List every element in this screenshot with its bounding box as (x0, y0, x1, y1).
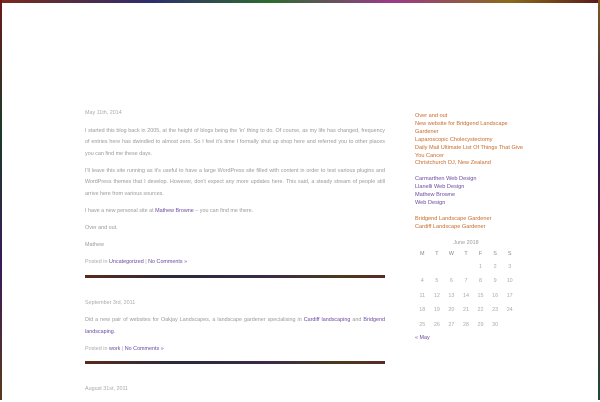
calendar-day (415, 261, 430, 276)
blogroll-link[interactable]: Web Design (415, 200, 446, 207)
list-item (415, 137, 525, 145)
recent-posts-list (415, 113, 525, 168)
calendar-week (415, 304, 517, 319)
post-text: – you can find me there. (193, 208, 254, 215)
top-gradient-bar (0, 0, 600, 3)
calendar-day: 23 (492, 307, 499, 314)
list-item (415, 184, 525, 192)
list-item (415, 113, 525, 121)
calendar-day: 13 (448, 292, 455, 299)
list-item (415, 224, 525, 232)
recent-post-link[interactable]: Laparoscopic Cholecystectomy (415, 136, 493, 143)
calendar-day: 10 (506, 278, 513, 285)
post-date: May 11th, 2014 (85, 110, 122, 116)
main-content (85, 108, 385, 402)
recent-post-link[interactable]: Over and out (415, 113, 448, 119)
calendar-week (415, 319, 517, 334)
recent-post-link[interactable]: Daily Mail Ultimate List Of Things That Give You Cancer (415, 144, 523, 159)
post-date: September 3rd, 2011 (85, 299, 136, 306)
calendar-day: 17 (506, 292, 513, 299)
meta-separator: | (120, 345, 125, 352)
calendar-day-header: T (464, 251, 468, 258)
category-link[interactable]: Uncategorized (108, 259, 144, 266)
calendar-day: 28 (462, 321, 469, 328)
calendar-day: 20 (448, 307, 455, 314)
post-paragraph: I'll leave this site running as it's useful to have a large WordPress site filled with content in order to test various plugins and WordPress themes that I develop. However, don't expect any more updates here. This said, a steady stream of people still arrive here from various sources. (85, 167, 385, 198)
calendar-day: 3 (508, 263, 512, 270)
bridgend-landscaping-link[interactable]: Bridgend landscaping (85, 317, 385, 335)
calendar-day (502, 319, 517, 334)
calendar-day: 24 (506, 307, 513, 314)
comments-link[interactable]: No Comments » (124, 345, 164, 352)
calendar-prev-month-link[interactable]: « May (415, 335, 430, 342)
posted-in-label: Posted in (85, 259, 109, 266)
list-item (415, 200, 525, 208)
calendar-day: 7 (464, 278, 468, 285)
calendar-day-header: F (478, 251, 483, 258)
calendar-day: 11 (419, 292, 426, 299)
list-item (415, 216, 525, 224)
list-item (415, 192, 525, 200)
post-text: I have a new personal site at (85, 208, 156, 215)
calendar-day: 5 (435, 278, 439, 285)
category-link[interactable]: work (108, 345, 121, 352)
post-text: . (113, 328, 116, 335)
list-item (415, 176, 525, 184)
post-paragraph: I started this blog back in 2005, at the height of blogs being the 'in' thing to do. Of course, as my life has changed, frequency of entries here has dwindled to almost zero. So I feel it's time I formally shut up shop here and referred you to other places you can find me these days. (85, 127, 385, 157)
partner-links-list (415, 216, 525, 232)
calendar-day: 1 (479, 263, 483, 270)
list-item (415, 160, 525, 168)
calendar-day (444, 261, 459, 276)
post-over-and-out (85, 108, 385, 278)
sidebar (415, 113, 525, 343)
post-date: August 31st, 2011 (85, 385, 129, 392)
post-paragraph (85, 206, 385, 218)
calendar-day: 9 (493, 278, 497, 285)
post-signoff: Over and out. (85, 225, 118, 232)
calendar-day: 18 (419, 307, 426, 314)
blogroll-link[interactable]: Mathew Browne (415, 192, 456, 199)
calendar-day: 29 (477, 321, 484, 328)
post-divider (85, 361, 385, 364)
list-item (415, 121, 525, 137)
calendar-day-header: M (420, 251, 425, 258)
calendar (415, 240, 517, 333)
partner-link[interactable]: Cardiff Landscape Gardener (415, 223, 486, 230)
partner-link[interactable]: Bridgend Landscape Gardener (415, 215, 492, 222)
calendar-day: 26 (433, 321, 440, 328)
calendar-day: 15 (477, 292, 484, 299)
links-list (415, 176, 525, 208)
list-item (415, 145, 525, 161)
calendar-day-header: W (448, 251, 454, 258)
recent-post-link[interactable]: Christchurch DJ, New Zealand (415, 160, 491, 167)
calendar-header-row (415, 250, 517, 261)
post-text: and (350, 317, 364, 324)
post-author: Mathew (85, 242, 104, 249)
post-text: Did a new pair of websites for Oakjay Landscapes, a landscape gardener specialising in (85, 317, 304, 324)
left-edge-stripe (0, 0, 2, 400)
comments-link[interactable]: No Comments » (148, 259, 188, 266)
calendar-day: 2 (493, 263, 497, 270)
mathew-browne-link[interactable]: Mathew Browne (155, 208, 194, 215)
blogroll-link[interactable]: Carmarthen Web Design (415, 176, 477, 183)
recent-post-link[interactable]: New website for Bridgend Landscape Gardener (415, 120, 508, 135)
calendar-day: 19 (433, 307, 440, 314)
posted-in-label: Posted in (85, 345, 109, 352)
calendar-day: 14 (462, 292, 469, 299)
calendar-day: 22 (477, 307, 484, 314)
calendar-day-header: T (435, 251, 439, 258)
calendar-day: 4 (420, 278, 424, 285)
meta-separator: | (143, 259, 149, 266)
post-third (85, 384, 385, 396)
post-meta (85, 257, 385, 269)
calendar-day: 16 (492, 292, 499, 299)
post-paragraph (85, 315, 385, 338)
calendar-day: 8 (479, 278, 483, 285)
calendar-caption: June 2018 (453, 239, 479, 246)
blogroll-link[interactable]: Llanelli Web Design (415, 184, 465, 191)
calendar-day: 6 (449, 278, 453, 285)
calendar-day (430, 261, 445, 276)
calendar-day: 25 (419, 321, 426, 328)
calendar-day-header: S (507, 251, 512, 258)
calendar-day: 21 (462, 307, 469, 314)
calendar-day: 30 (492, 321, 499, 328)
calendar-day: 27 (448, 321, 455, 328)
calendar-day (459, 261, 474, 276)
calendar-day: 12 (433, 292, 440, 299)
post-divider (85, 275, 385, 278)
post-new-website (85, 298, 385, 364)
calendar-week (415, 290, 517, 305)
cardiff-landscaping-link[interactable]: Cardiff landscaping (303, 317, 351, 324)
calendar-week (415, 261, 517, 276)
calendar-day-header: S (493, 251, 497, 258)
post-meta (85, 344, 385, 356)
calendar-week (415, 275, 517, 290)
